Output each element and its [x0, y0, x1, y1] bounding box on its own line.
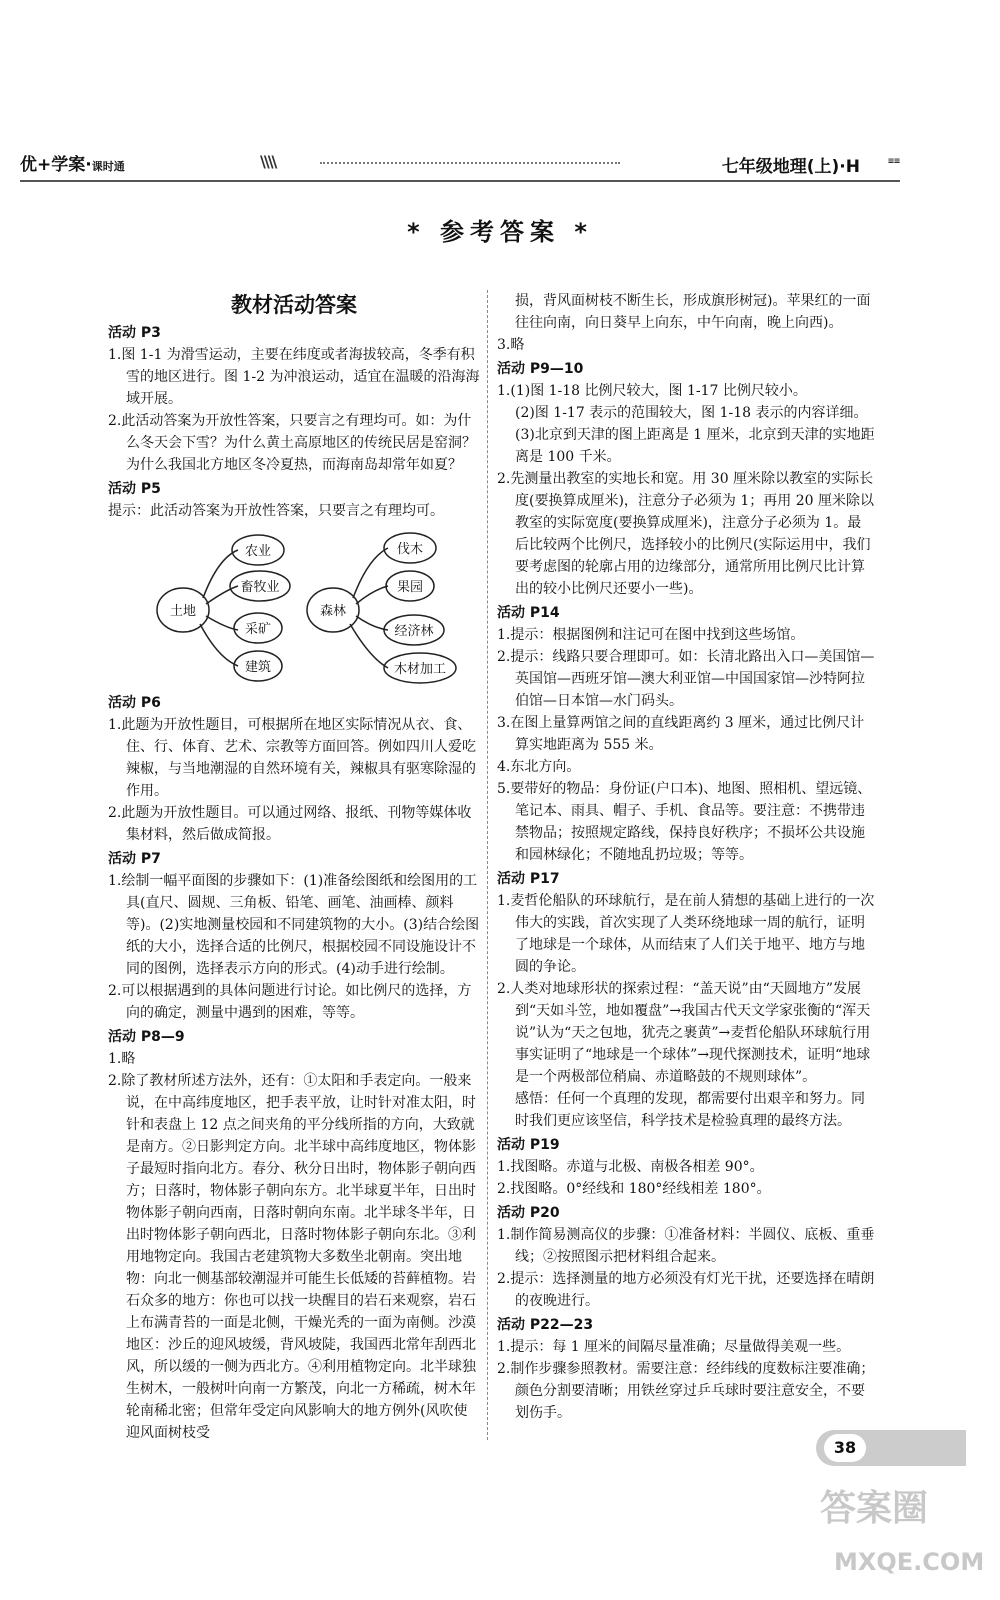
answer-item: 1.略	[108, 1051, 136, 1067]
mindmap-branch: 伐木	[396, 542, 424, 557]
mindmap-center-1: 土地	[169, 604, 197, 619]
left-column	[108, 290, 480, 1444]
mindmap-branch: 果园	[396, 580, 424, 595]
watermark-logo: 答案圈	[820, 1488, 929, 1529]
dotted-leader	[320, 162, 620, 164]
mind-map-diagram	[108, 528, 480, 688]
activity-title: 活动 P8—9	[108, 1029, 185, 1045]
activity-title: 活动 P20	[497, 1205, 560, 1221]
activity-title: 活动 P9—10	[497, 361, 584, 377]
answer-item: 1.绘制一幅平面图的步骤如下：(1)准备绘图纸和绘图用的工具(直尺、圆规、三角板、铅笔、画笔、油画棒、颜料等)。(2)实地测量校园和不同建筑物的大小。(3)结合绘图纸的大小，选择合适的比例尺，根据校园不同设施设计不同的图例，选择表示方向的形式。(4)动手进行绘制。	[108, 873, 480, 977]
answer-item: 2.找图略。0°经线和 180°经线相差 180°。	[497, 1181, 771, 1197]
answer-item: 2.提示：选择测量的地方必须没有灯光干扰，还要选择在晴朗的夜晚进行。	[497, 1271, 875, 1309]
hint-text: 提示：此活动答案为开放性答案，只要言之有理均可。	[108, 503, 444, 519]
page-number: 38	[824, 1434, 866, 1462]
mindmap-branch: 采矿	[244, 622, 272, 637]
activity-title: 活动 P6	[108, 695, 161, 711]
answer-item: 2.制作步骤参照教材。需要注意：经纬线的度数标注要准确；颜色分割要清晰；用铁丝穿过乒乓球时要注意安全，不要划伤手。	[497, 1361, 875, 1421]
answer-continuation: 损，背风面树枝不断生长，形成旗形树冠)。苹果红的一面往往向南，向日葵早上向东，中午向南，晚上向西)。	[515, 293, 871, 331]
answer-item: 1.提示：根据图例和注记可在图中找到这些场馆。	[497, 627, 805, 643]
answer-item: 1.麦哲伦船队的环球航行，是在前人猜想的基础上进行的一次伟大的实践，首次实现了人类环绕地球一周的航行，证明了地球是一个球体，从而结束了人们关于地平、地方与地圆的争论。	[497, 893, 875, 975]
answer-item: 3.在图上量算两馆之间的直线距离约 3 厘米，通过比例尺计算实地距离为 555 米。	[497, 715, 865, 753]
page-header	[20, 150, 900, 182]
column-divider	[487, 290, 488, 1440]
answer-item: 2.此活动答案为开放性答案，只要言之有理均可。如：为什么冬天会下雪？为什么黄土高原地区的传统民居是窑洞？为什么我国北方地区冬冷夏热，而海南岛却常年如夏？	[108, 413, 476, 473]
answer-item: 2.人类对地球形状的探索过程：“盖天说”由“天圆地方”发展到“天如斗笠，地如覆盘”→我国古代天文学家张衡的“浑天说”认为“天之包地，犹壳之裹黄”→麦哲伦船队环球航行用事实证明了“地球是一个球体”→现代探测技术，证明“地球是一个两极部位稍扁、赤道略鼓的不规则球体”。	[497, 981, 871, 1085]
section-title: 教材活动答案	[231, 293, 357, 317]
header-rule	[20, 180, 900, 182]
answer-item: 感悟：任何一个真理的发现，都需要付出艰辛和努力。同时我们更应该坚信，科学技术是检验真理的最终方法。	[515, 1091, 865, 1129]
answer-item: 2.此题为开放性题目。可以通过网络、报纸、刊物等媒体收集材料，然后做成简报。	[108, 805, 472, 843]
activity-title: 活动 P17	[497, 871, 560, 887]
mindmap-branch: 经济林	[394, 624, 434, 639]
answer-item: 1.提示：每 1 厘米的间隔尽量准确；尽量做得美观一些。	[497, 1339, 851, 1355]
mindmap-branch: 建筑	[244, 660, 272, 675]
answer-item: 2.可以根据遇到的具体问题进行讨论。如比例尺的选择，方向的确定，测量中遇到的困难，等等。	[108, 983, 472, 1021]
mindmap-center-2: 森林	[319, 604, 347, 619]
mindmap-branch: 木材加工	[393, 662, 447, 677]
page-title: * 参考答案 *	[407, 218, 593, 246]
activity-title: 活动 P3	[108, 325, 161, 341]
activity-title: 活动 P14	[497, 605, 560, 621]
grade-subject-label: 七年级地理(上)·H	[721, 157, 860, 177]
menu-dots-icon: ≡≡	[887, 156, 900, 167]
decorative-slashes: \\\\	[260, 152, 276, 171]
answer-item: 2.除了教材所述方法外，还有：①太阳和手表定向。一般来说，在中高纬度地区，把手表平放，让时针对准太阳，时针和表盘上 12 点之间夹角的平分线所指的方向，大致就是南方。②日影判定方向。北半球中高纬度地区，物体影子最短时指向北方。春分、秋分日出时，物体影子朝向西方；日落时，物体影子朝向东方。北半球夏半年，日出时物体影子朝向西南，日落时朝向东南。北半球冬半年，日出时物体影子朝向西北，日落时物体影子朝向东北。③利用地物定向。我国古老建筑物大多数坐北朝南。突出地物：向北一侧基部较潮湿并可能生长低矮的苔藓植物。岩石众多的地方：你也可以找一块醒目的岩石来观察，岩石上布满青苔的一面是北侧，干燥光秃的一面为南侧。沙漠地区：沙丘的迎风坡缓，背风坡陡，我国西北常年刮西北风，所以缓的一侧为西北方。④利用植物定向。北半球独生树木，一般树叶向南一方繁茂，向北一方稀疏，树木年轮南稀北密；但常年受定向风影响大的地方例外(风吹使迎风面树枝受	[108, 1073, 476, 1441]
answer-item: 1.找图略。赤道与北极、南极各相差 90°。	[497, 1159, 764, 1175]
page-number-tab	[816, 1430, 966, 1466]
activity-title: 活动 P19	[497, 1137, 560, 1153]
mindmap-branch: 畜牧业	[240, 580, 280, 595]
watermark-url: MXQE.COM	[834, 1548, 985, 1576]
answer-item: (2)图 1-17 表示的范围较大，图 1-18 表示的内容详细。	[515, 405, 868, 421]
answer-item: 2.提示：线路只要合理即可。如：长清北路出入口—美国馆—英国馆—西班牙馆—澳大利亚馆—中国国家馆—沙特阿拉伯馆—日本馆—水门码头。	[497, 649, 875, 709]
answer-item: 2.先测量出教室的实地长和宽。用 30 厘米除以教室的实际长度(要换算成厘米)，注意分子必须为 1；再用 20 厘米除以教室的实际宽度(要换算成厘米)，注意分子必须为 1。最后比较两个比例尺，选择较小的比例尺(实际运用中，我们要考虑图的轮廓占用的边缘部分，通常所用比例尺比计算出的较小比例尺还要小一些)。	[497, 471, 874, 597]
brand-logo: 优+学案·课时通	[20, 155, 125, 175]
activity-title: 活动 P7	[108, 851, 161, 867]
answer-item: 1.制作简易测高仪的步骤：①准备材料：半圆仪、底板、重垂线；②按照图示把材料组合起来。	[497, 1227, 875, 1265]
answer-item: 5.要带好的物品：身份证(户口本)、地图、照相机、望远镜、笔记本、雨具、帽子、手机、食品等。要注意：不携带违禁物品；按照规定路线，保持良好秩序；不损坏公共设施和园林绿化；不随地乱扔垃圾；等等。	[497, 781, 872, 863]
activity-title: 活动 P5	[108, 481, 161, 497]
mindmap-branch: 农业	[244, 544, 272, 559]
answer-item: (3)北京到天津的图上距离是 1 厘米，北京到天津的实地距离是 100 千米。	[515, 427, 875, 465]
answer-item: 1.(1)图 1-18 比例尺较大，图 1-17 比例尺较小。	[497, 383, 807, 399]
answer-item: 1.图 1-1 为滑雪运动，主要在纬度或者海拔较高，冬季有积雪的地区进行。图 1-2 为冲浪运动，适宜在温暖的沿海海域开展。	[108, 347, 480, 407]
right-column	[497, 290, 875, 1424]
answer-item: 3.略	[497, 337, 525, 353]
answer-item: 1.此题为开放性题目，可根据所在地区实际情况从衣、食、住、行、体育、艺术、宗教等方面回答。例如四川人爱吃辣椒，与当地潮湿的自然环境有关，辣椒具有驱寒除湿的作用。	[108, 717, 476, 799]
answer-item: 4.东北方向。	[497, 759, 581, 775]
activity-title: 活动 P22—23	[497, 1317, 594, 1333]
